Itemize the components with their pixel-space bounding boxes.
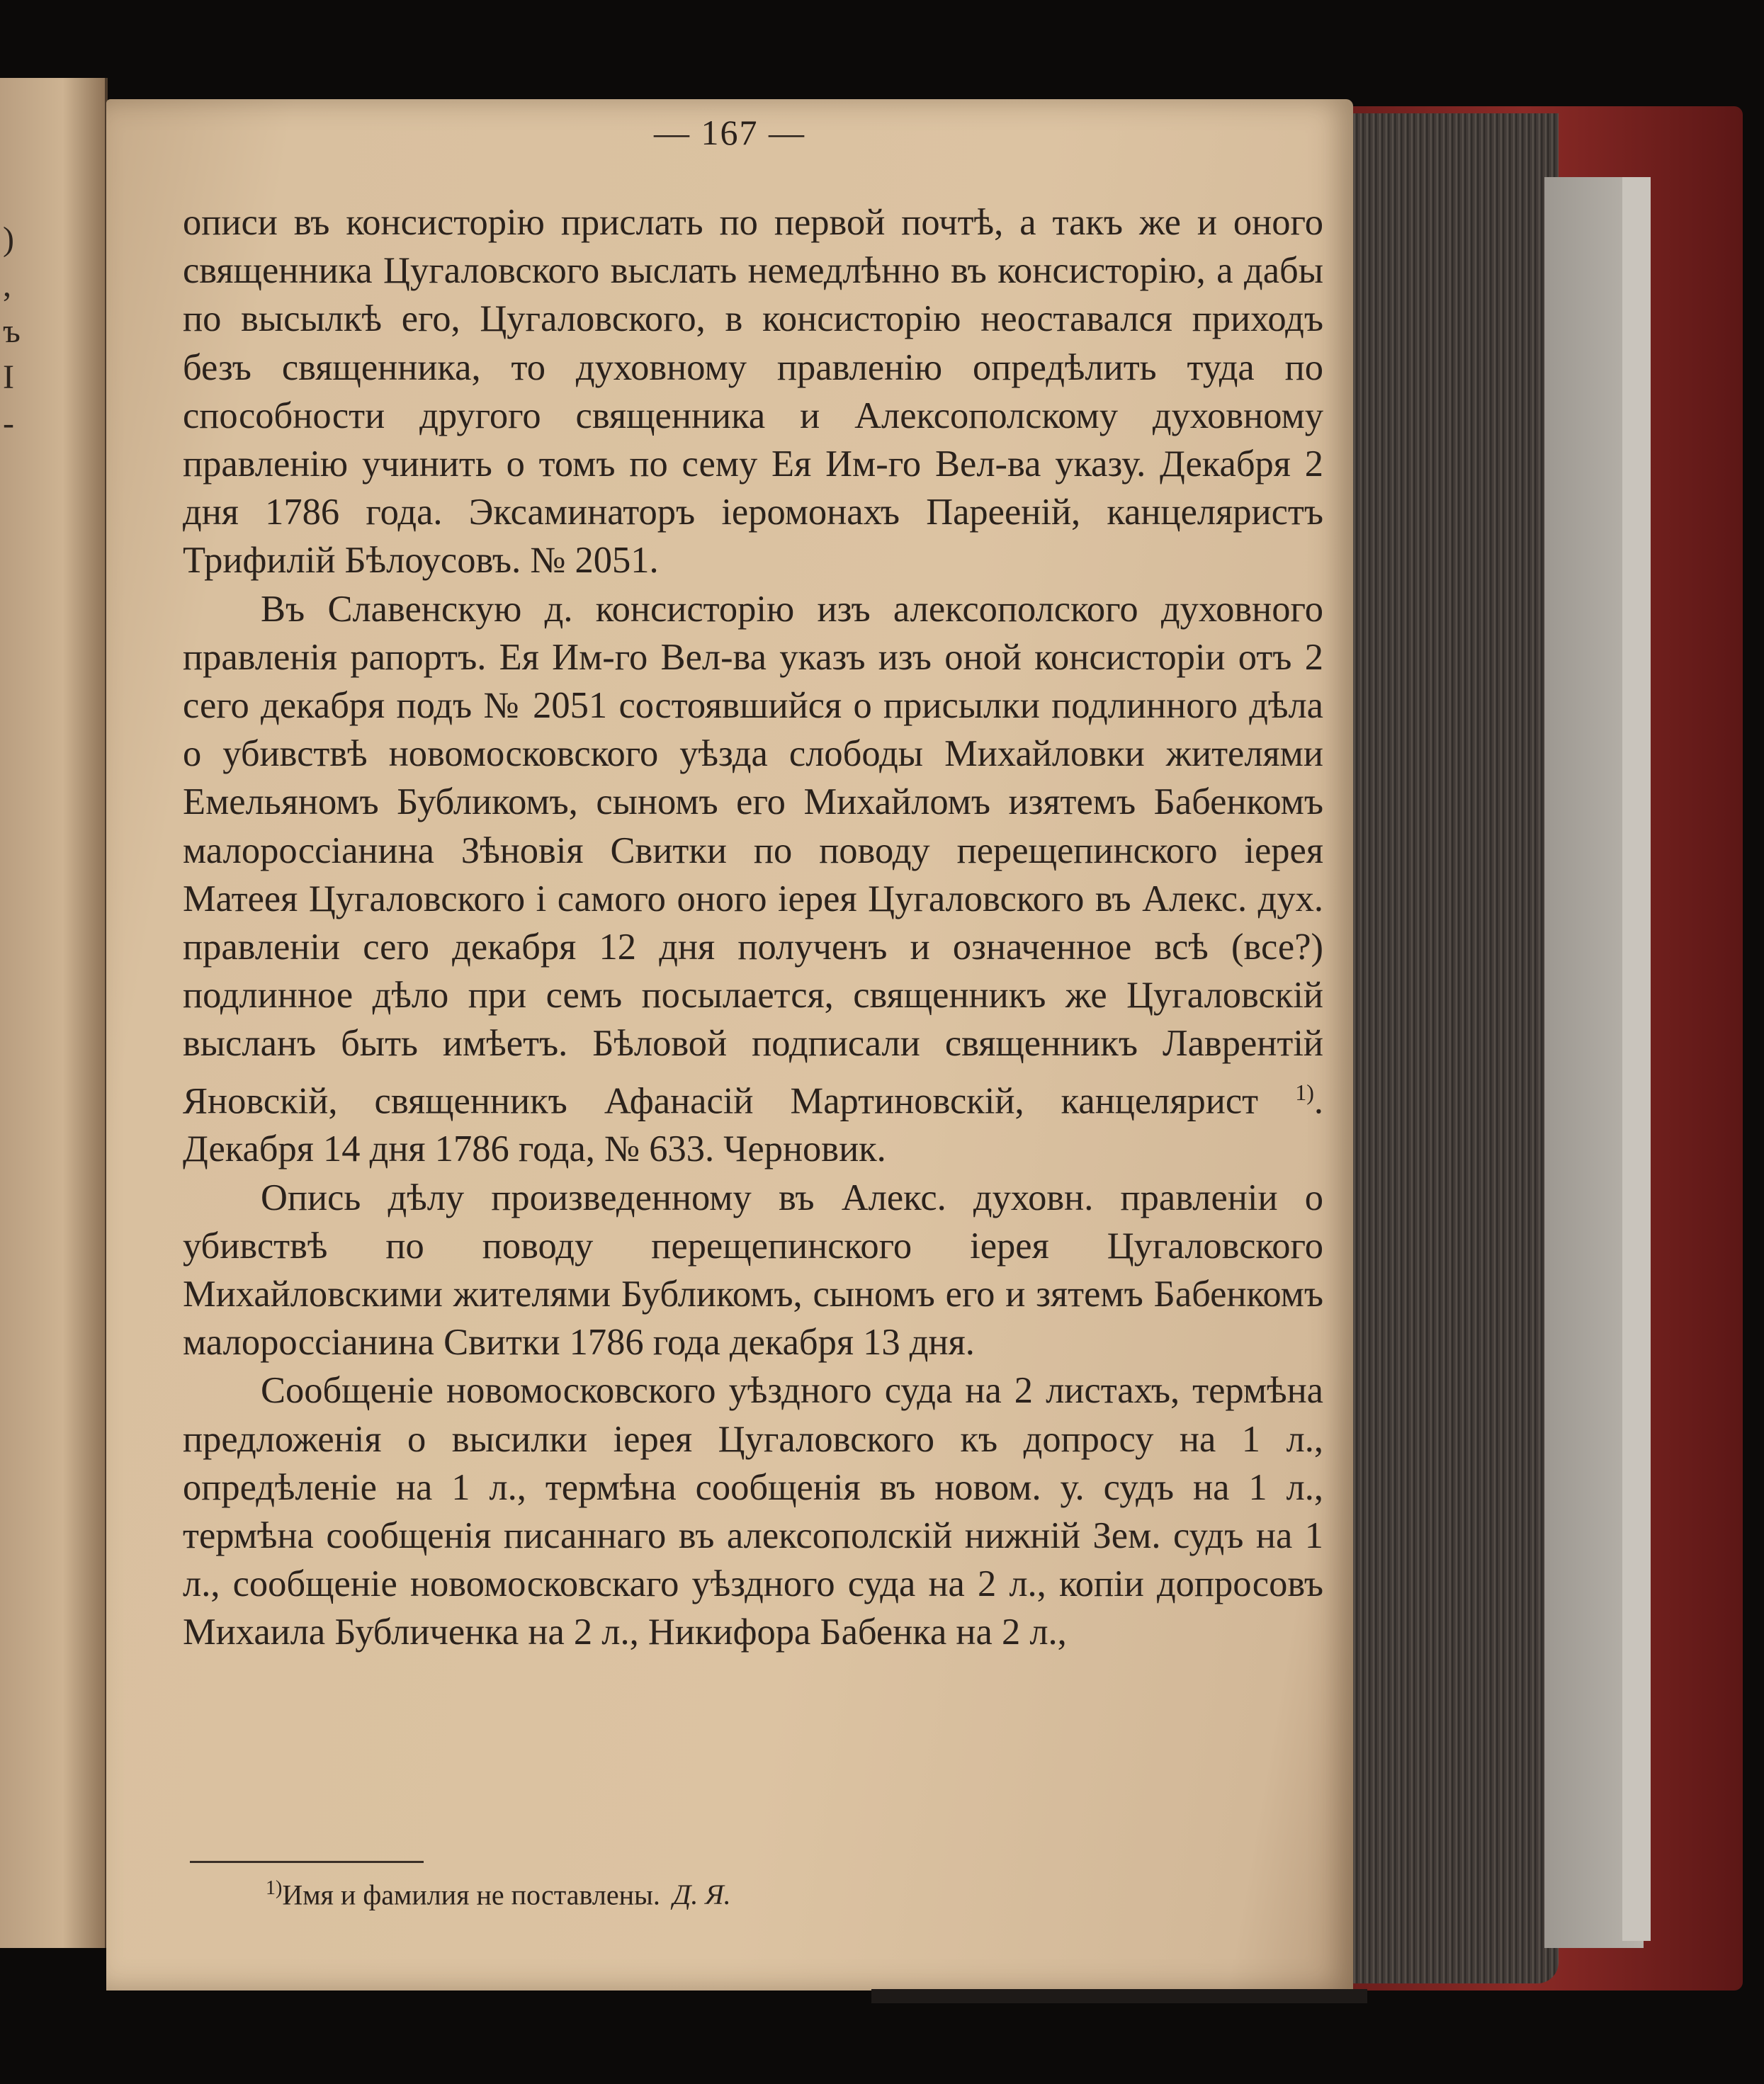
paragraph-text: . Декабря 14 дня 1786 года, № 633. Черновик. bbox=[183, 1080, 1323, 1170]
book-page bbox=[106, 99, 1353, 1990]
paragraph: Сообщенiе новомосковского уѣздного суда на 2 листахъ, термѣна предложенiя о высилки iерея Цугаловского къ допросу на 1 л., опредѣленiе на 1 л., термѣна сообщенiя въ новом. у. судъ на 1 л., термѣна сообщенiя писаннаго въ алексополскiй нижнiй Зем. судъ на 1 л., сообщенiе новомосковскаго уѣздного суда на 2 л., копiи допросовъ Михаила Бубличенка на 2 л., Никифора Бабенка на 2 л., bbox=[183, 1370, 1323, 1653]
paragraph: описи въ консисторiю прислать по первой почтѣ, а такъ же и оного священника Цугаловского выслать немедлѣнно въ консисторiю, а дабы по высылкѣ его, Цугаловского, в консисторiю неоставался приходъ безъ священника, то духовному правленiю опредѣлить туда по способности другого священника и Алексополскому духовному правленiю учинить о томъ по сему Ея Им-го Вел-ва указу. Декабря 2 дня 1786 года. Эксаминаторъ iеромонахъ Пареенiй, канцеляристъ Трифилiй Бѣлоусовъ. № 2051. bbox=[183, 202, 1323, 582]
footnote-text: Имя и фамилия не поставлены. bbox=[282, 1879, 660, 1911]
footnote-marker: 1) bbox=[266, 1877, 283, 1899]
page-body bbox=[183, 198, 1323, 1657]
book-board-inner bbox=[1622, 177, 1651, 1941]
paragraph-text: Въ Славенскую д. консисторiю изъ алексополского духовного правленiя рапортъ. Ея Им-го Вел-ва указъ изъ оной консисторiи отъ 2 сего декабря подъ № 2051 состоявшийся о присылки подлинного дѣла о убивствѣ новомосковского уѣзда слободы Михайловки жителями Емельяномъ Бубликомъ, сыномъ его Михайломъ изятемъ Бабенкомъ малороссiанина Зѣновiя Свитки по поводу перещепинского iерея Матеея Цугаловского i самого оного iерея Цугаловского въ Алекс. дух. правленiи сего декабря 12 дня полученъ и означенное всѣ (все?) подлинное дѣло при семъ посылается, священникъ же Цугаловскiй высланъ быть имѣетъ. Бѣловой подписали священникъ Лаврентiй Яновскiй, священникъ Афанасiй Мартиновскiй, канцелярист bbox=[183, 588, 1323, 1122]
footnote bbox=[266, 1877, 1257, 1911]
page-stack-edge bbox=[1346, 113, 1559, 1983]
left-page-fragment: , bbox=[3, 266, 11, 304]
left-page-fragment: - bbox=[3, 404, 14, 442]
left-page-edge bbox=[0, 78, 108, 1948]
paragraph bbox=[183, 585, 1323, 1174]
footnote-divider bbox=[190, 1861, 424, 1863]
left-page-fragment: ) bbox=[3, 220, 14, 258]
footnote-signature: Д. Я. bbox=[672, 1879, 731, 1911]
page-number: — 167 — bbox=[654, 113, 805, 152]
binding-strip bbox=[871, 1989, 1367, 2003]
footnote-reference: 1) bbox=[1295, 1079, 1314, 1105]
paragraph: Опись дѣлу произведенному въ Алекс. духовн. правленiи о убивствѣ по поводу перещепинского iерея Цугаловского Михайловскими жителями Бубликомъ, сыномъ его и зятемъ Бабенкомъ малороссiанина Свитки 1786 года декабря 13 дня. bbox=[183, 1177, 1323, 1364]
left-page-fragment: ъ bbox=[3, 312, 21, 350]
left-page-fragment: I bbox=[3, 358, 14, 396]
